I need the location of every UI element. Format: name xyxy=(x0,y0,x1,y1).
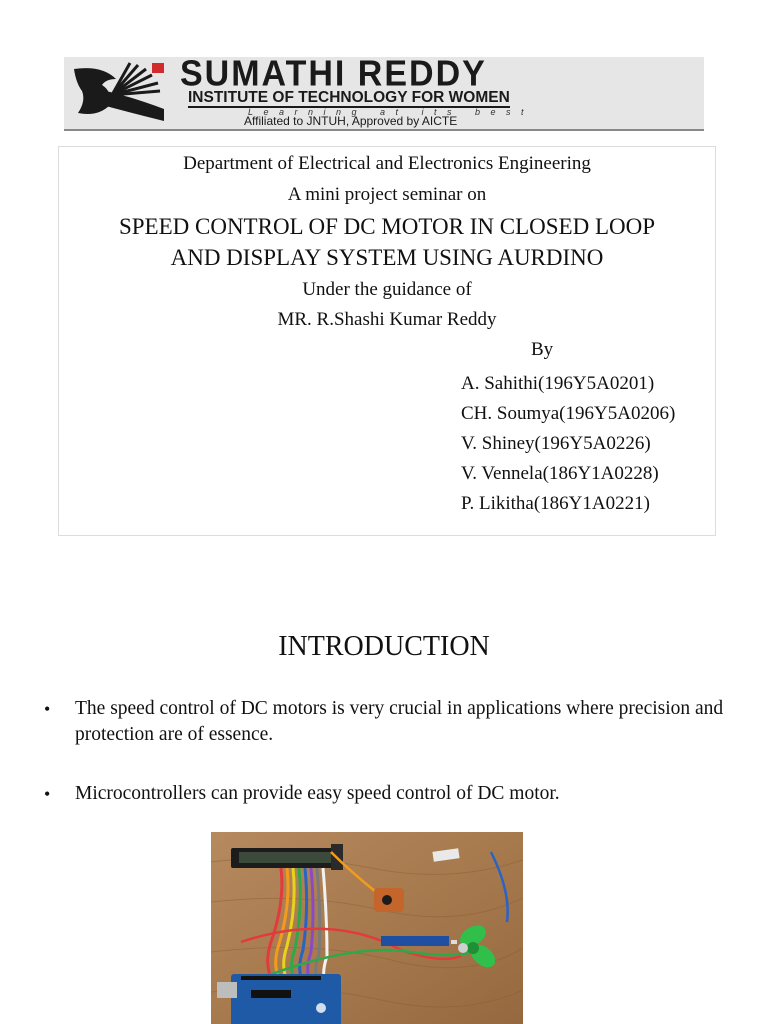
college-emblem-icon xyxy=(72,61,166,123)
institute-name: INSTITUTE OF TECHNOLOGY FOR WOMEN xyxy=(188,89,510,106)
title-box xyxy=(58,146,716,536)
project-title-line-1: SPEED CONTROL OF DC MOTOR IN CLOSED LOOP xyxy=(118,214,656,239)
affiliation-text: Affiliated to JNTUH, Approved by AICTE xyxy=(244,114,458,128)
section-heading: INTRODUCTION xyxy=(278,631,490,662)
bullet-icon: • xyxy=(44,784,51,804)
team-member: CH. Soumya(196Y5A0206) xyxy=(461,403,676,424)
circuit-photo-illustration xyxy=(211,832,523,1024)
guidance-label: Under the guidance of xyxy=(302,279,472,300)
college-logo-banner xyxy=(64,54,704,131)
bullet-item xyxy=(44,781,724,807)
intro-bullet-list xyxy=(44,696,724,807)
team-member: A. Sahithi(196Y5A0201) xyxy=(461,373,655,394)
college-name: SUMATHI REDDY xyxy=(180,54,487,94)
bullet-text: Microcontrollers can provide easy speed control of DC motor. xyxy=(75,783,560,804)
team-members-list xyxy=(461,369,675,519)
seminar-label: A mini project seminar on xyxy=(287,184,487,205)
team-member: P. Likitha(186Y1A0221) xyxy=(461,493,650,514)
circuit-setup-photo xyxy=(211,832,523,1024)
bullet-text: The speed control of DC motors is very crucial in applications where precision and protection are of essence. xyxy=(75,698,724,745)
department-name: Department of Electrical and Electronics Engineering xyxy=(183,153,591,174)
college-tagline: Learning at its best xyxy=(248,107,535,117)
project-title-line-2: AND DISPLAY SYSTEM USING AURDINO xyxy=(170,245,604,270)
team-member: V. Shiney(196Y5A0226) xyxy=(461,433,651,454)
bullet-icon: • xyxy=(44,699,51,719)
bullet-item xyxy=(44,696,724,748)
guide-name: MR. R.Shashi Kumar Reddy xyxy=(277,309,497,330)
by-label: By xyxy=(531,339,554,360)
team-member: V. Vennela(186Y1A0228) xyxy=(461,463,659,484)
